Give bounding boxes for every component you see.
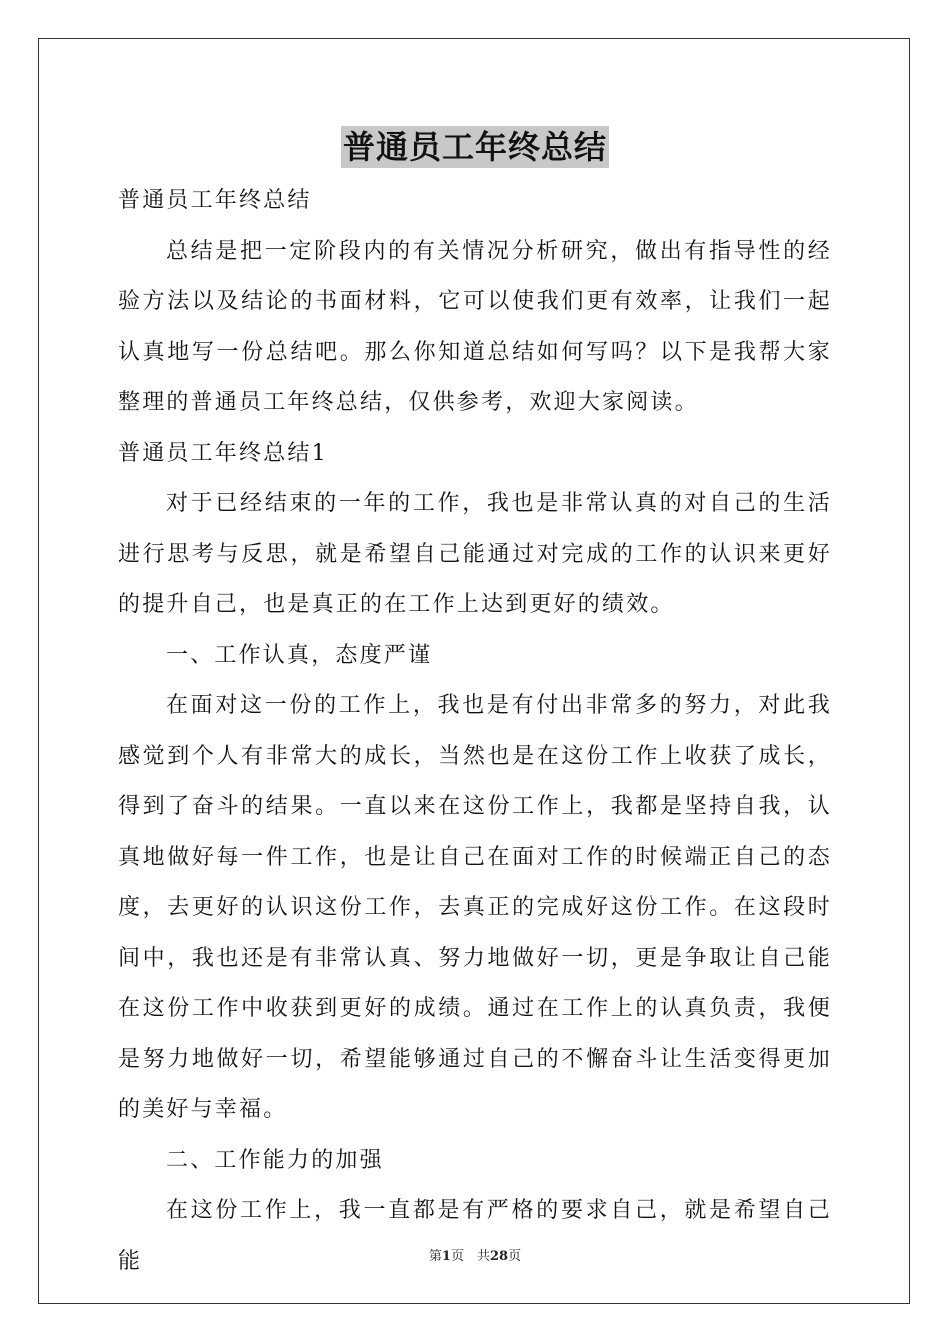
page-footer (0, 1248, 950, 1266)
document-body (118, 176, 832, 1287)
page-current: 1 (441, 1249, 451, 1264)
paragraph-heading-2: 二、工作能力的加强 (166, 1147, 384, 1173)
paragraph-subtitle: 普通员工年终总结 (118, 188, 312, 213)
paragraph-body-1: 在面对这一份的工作上，我也是有付出非常多的努力，对此我感觉到个人有非常大的成长，当然也是在这份工作上收获了成长，得到了奋斗的结果。一直以来在这份工作上，我都是坚持自我，认真地做好每一件工作，也是让自己在面对工作的时候端正自己的态度，去更好的认识这份工作，去真正的完成好这份工作。在这段时间中，我也还是有非常认真、努力地做好一切，更是争取让自己能在这份工作中收获到更好的成绩。通过在工作上的认真负责，我便是努力地做好一切，希望能够通过自己的不懈奋斗让生活变得更加的美好与幸福。 (118, 693, 832, 1122)
document-title: 普通员工年终总结 (342, 128, 607, 166)
page-total: 28 (489, 1249, 509, 1264)
title-block (0, 126, 950, 168)
paragraph-heading-1: 一、工作认真，态度严谨 (166, 642, 433, 668)
paragraph-section-heading: 普通员工年终总结1 (118, 440, 328, 466)
page-prefix: 第 (428, 1249, 442, 1264)
page-suffix: 页 (508, 1249, 522, 1264)
paragraph-opening: 对于已经结束的一年的工作，我也是非常认真的对自己的生活进行思考与反思，就是希望自己能通过对完成的工作的认识来更好的提升自己，也是真正的在工作上达到更好的绩效。 (118, 491, 832, 617)
page-mid: 页 共 (450, 1249, 490, 1264)
paragraph-body-2: 在这份工作上，我一直都是有严格的要求自己，就是希望自己能 (118, 1198, 832, 1274)
paragraph-intro: 总结是把一定阶段内的有关情况分析研究，做出有指导性的经验方法以及结论的书面材料，它可以使我们更有效率，让我们一起认真地写一份总结吧。那么你知道总结如何写吗？以下是我帮大家整理的普通员工年终总结，仅供参考，欢迎大家阅读。 (118, 238, 832, 415)
